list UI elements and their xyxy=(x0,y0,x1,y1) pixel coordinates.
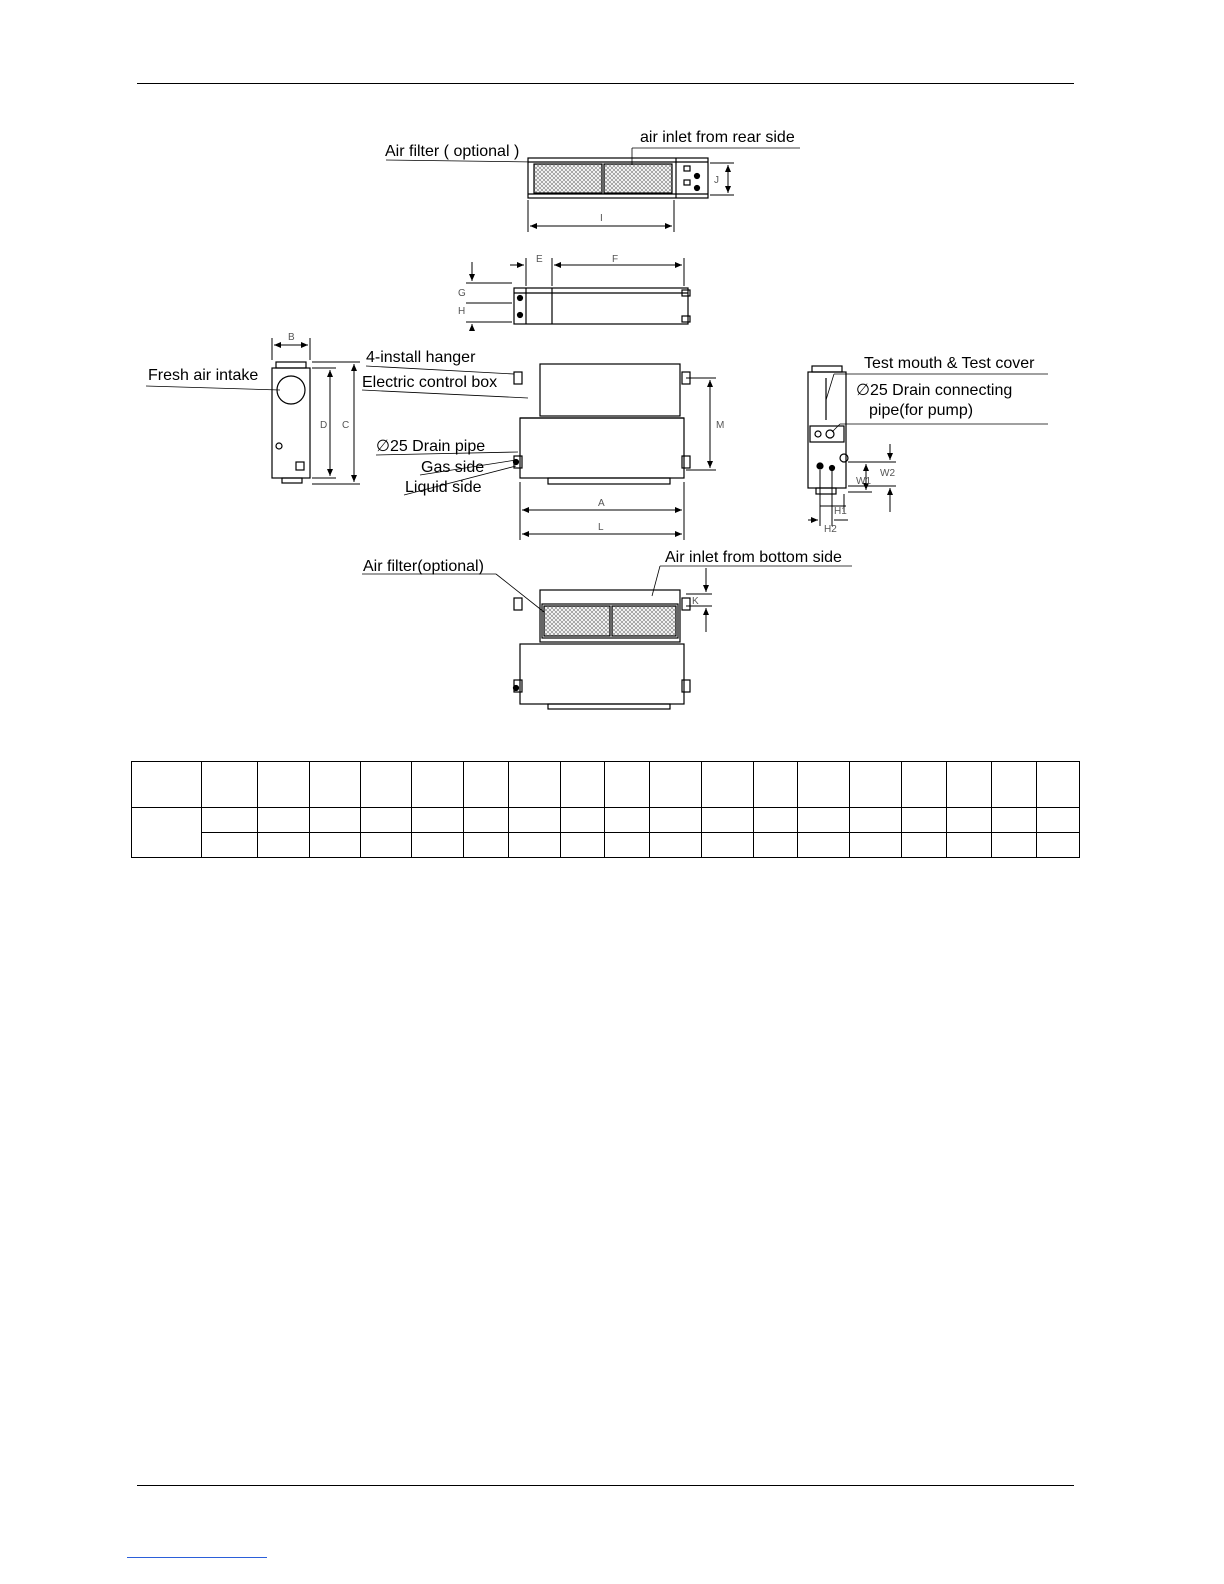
table-cell xyxy=(509,808,561,833)
table-cell xyxy=(509,762,561,808)
table-cell xyxy=(992,808,1037,833)
table-cell xyxy=(258,762,310,808)
table-cell xyxy=(310,762,361,808)
dim-W1-W2-H1-H2 xyxy=(808,444,896,526)
table-cell xyxy=(850,808,902,833)
table-row xyxy=(132,808,1080,833)
dim-label-J: J xyxy=(714,175,719,186)
table-cell xyxy=(509,833,561,858)
table-cell xyxy=(258,808,310,833)
table-cell xyxy=(464,808,509,833)
leader-electric-box xyxy=(362,390,528,398)
table-cell xyxy=(464,833,509,858)
table-cell xyxy=(947,762,992,808)
table-cell xyxy=(412,762,464,808)
dim-B-D-C xyxy=(272,338,360,484)
leader-air-filter-top xyxy=(386,160,534,162)
table-cell xyxy=(132,808,202,858)
table-cell xyxy=(561,762,605,808)
table-cell xyxy=(850,762,902,808)
table-cell xyxy=(1037,833,1080,858)
label-liquid-side: Liquid side xyxy=(405,479,482,496)
label-air-filter-optional-bottom: Air filter(optional) xyxy=(363,558,484,575)
table-cell xyxy=(605,833,650,858)
table-cell xyxy=(650,762,702,808)
table-cell xyxy=(947,833,992,858)
leader-fresh-air xyxy=(146,386,280,390)
label-install-hanger: 4-install hanger xyxy=(366,349,476,366)
label-drain-pipe: ∅25 Drain pipe xyxy=(376,438,486,455)
table-cell xyxy=(992,833,1037,858)
table-cell xyxy=(947,808,992,833)
table-cell xyxy=(310,833,361,858)
dim-label-C: C xyxy=(342,420,350,431)
table-row xyxy=(132,833,1080,858)
table-cell xyxy=(202,762,258,808)
table-cell xyxy=(798,762,850,808)
dim-label-W2: W2 xyxy=(880,468,895,479)
dim-label-H: H xyxy=(458,306,466,317)
table-cell xyxy=(754,808,798,833)
table-cell xyxy=(310,808,361,833)
dim-label-K: K xyxy=(692,596,699,607)
dim-G-H xyxy=(466,262,512,330)
table-cell xyxy=(902,808,947,833)
table-cell xyxy=(992,762,1037,808)
dim-label-I: I xyxy=(600,213,603,224)
table-cell xyxy=(702,808,754,833)
table-cell xyxy=(902,833,947,858)
table-cell xyxy=(702,833,754,858)
rear-inlet-view xyxy=(528,158,708,198)
dim-label-E: E xyxy=(536,254,543,265)
label-electric-control-box: Electric control box xyxy=(362,374,498,391)
table-cell xyxy=(902,762,947,808)
dim-label-H2: H2 xyxy=(824,524,837,535)
table-cell xyxy=(202,833,258,858)
table-cell xyxy=(1037,808,1080,833)
leader-install-hanger xyxy=(366,366,514,374)
table-cell xyxy=(798,808,850,833)
table-cell xyxy=(258,833,310,858)
table-cell xyxy=(798,833,850,858)
dim-label-F: F xyxy=(612,254,619,265)
table-cell xyxy=(754,762,798,808)
main-front-view xyxy=(514,364,691,484)
dim-label-L: L xyxy=(598,522,604,533)
dim-label-W1: W1 xyxy=(856,476,871,487)
table-cell xyxy=(1037,762,1080,808)
dim-label-G: G xyxy=(458,288,466,299)
side-elevation-view xyxy=(514,288,690,324)
table-cell xyxy=(650,808,702,833)
table-cell xyxy=(412,833,464,858)
table-cell xyxy=(561,808,605,833)
label-air-filter-optional-top: Air filter ( optional ) xyxy=(385,143,520,160)
label-air-inlet-rear: air inlet from rear side xyxy=(640,129,795,146)
left-end-view xyxy=(272,362,310,483)
table-cell xyxy=(202,808,258,833)
dim-label-B: B xyxy=(288,332,295,343)
table-cell xyxy=(561,833,605,858)
dimension-table xyxy=(131,761,1080,858)
table-cell xyxy=(850,833,902,858)
table-cell xyxy=(361,762,412,808)
footer-rule xyxy=(137,1485,1074,1486)
unit-dimension-drawing xyxy=(0,0,1224,760)
label-gas-side: Gas side xyxy=(421,459,485,476)
bottom-inlet-view xyxy=(514,590,691,709)
label-fresh-air-intake: Fresh air intake xyxy=(148,367,259,384)
dim-label-H1: H1 xyxy=(834,506,847,517)
table-cell xyxy=(650,833,702,858)
label-test-mouth: Test mouth & Test cover xyxy=(864,355,1035,372)
table-cell xyxy=(605,808,650,833)
table-cell xyxy=(361,808,412,833)
table-cell xyxy=(464,762,509,808)
table-cell xyxy=(361,833,412,858)
table-header-row xyxy=(132,762,1080,808)
table-cell xyxy=(132,762,202,808)
label-drain-connecting-1: ∅25 Drain connecting xyxy=(856,382,1013,399)
dim-label-D: D xyxy=(320,420,328,431)
table-cell xyxy=(702,762,754,808)
label-drain-connecting-2: pipe(for pump) xyxy=(869,402,974,419)
dim-label-M: M xyxy=(716,420,725,431)
right-end-view xyxy=(808,366,848,494)
table-cell xyxy=(412,808,464,833)
table-cell xyxy=(754,833,798,858)
label-air-inlet-bottom: Air inlet from bottom side xyxy=(665,549,842,566)
footer-link-underline[interactable] xyxy=(127,1557,267,1558)
table-cell xyxy=(605,762,650,808)
dim-label-A: A xyxy=(598,498,605,509)
